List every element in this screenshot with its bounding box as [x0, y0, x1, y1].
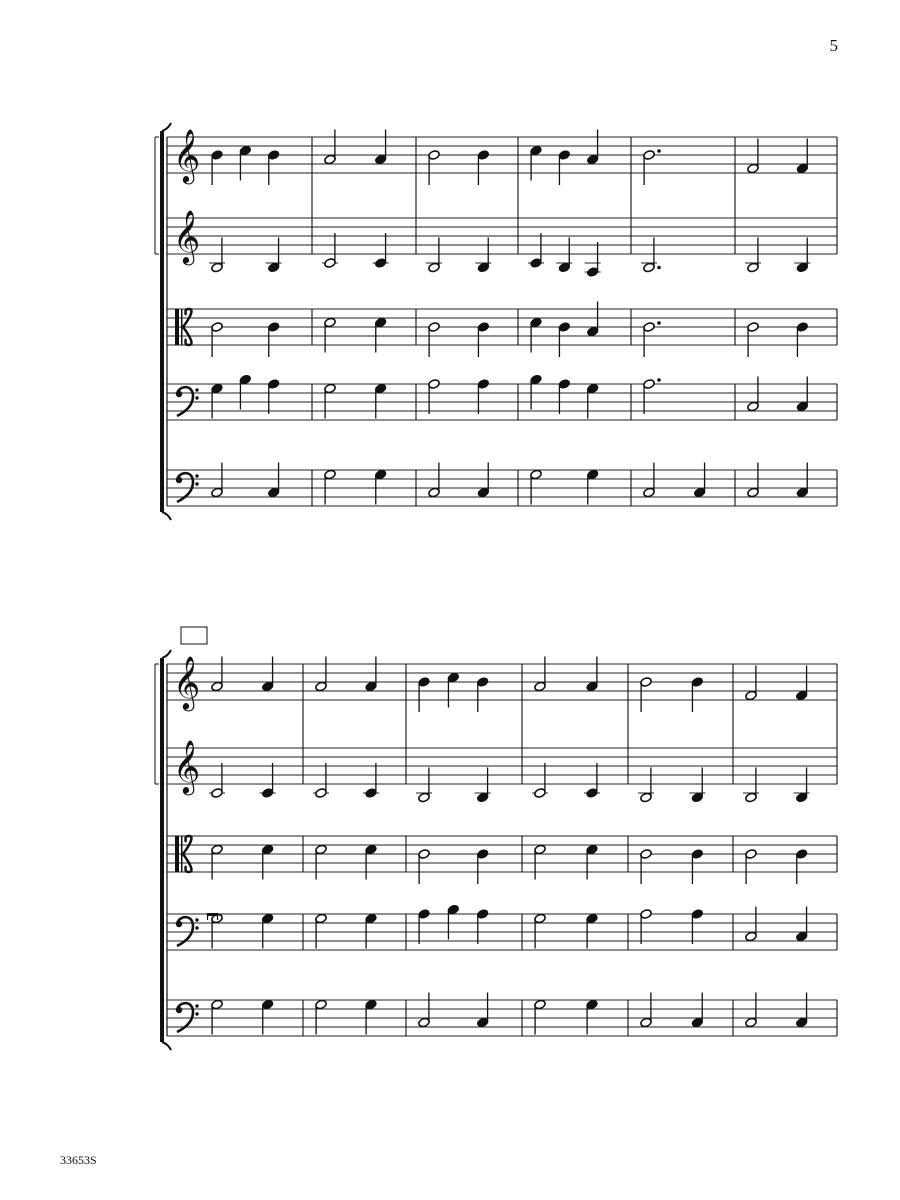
note [447, 672, 460, 707]
note [691, 909, 704, 944]
note [428, 379, 441, 414]
note [211, 150, 224, 185]
note [528, 233, 544, 268]
note [530, 145, 543, 180]
note [534, 999, 547, 1034]
note [211, 844, 224, 879]
note [796, 377, 809, 412]
note [324, 317, 337, 352]
system-bracket [160, 658, 164, 1042]
note [743, 768, 759, 803]
note [267, 322, 280, 357]
note [476, 993, 489, 1028]
note [475, 238, 491, 273]
note [374, 469, 387, 504]
note [239, 145, 252, 180]
note [267, 379, 280, 414]
note [418, 993, 431, 1028]
note [476, 677, 489, 712]
note [796, 139, 809, 174]
note [476, 849, 489, 884]
note [261, 657, 274, 692]
note [211, 322, 224, 357]
note [586, 999, 599, 1034]
note [745, 666, 758, 701]
note [261, 844, 274, 879]
staff-vc [167, 384, 837, 420]
note [476, 909, 489, 944]
note [322, 233, 338, 268]
note [745, 238, 761, 273]
note [315, 844, 328, 879]
note [747, 322, 760, 357]
note [747, 139, 760, 174]
note [418, 677, 431, 712]
rehearsal-mark-box [181, 627, 207, 644]
note [794, 768, 810, 803]
note [267, 150, 280, 185]
note [530, 469, 543, 504]
note [796, 322, 809, 357]
note [209, 763, 225, 798]
note [640, 993, 653, 1028]
note [556, 238, 572, 273]
staff-v2 [167, 218, 837, 254]
note [363, 763, 379, 798]
note [324, 130, 337, 165]
note [209, 238, 225, 273]
note [365, 844, 378, 879]
staff-cb [167, 470, 837, 506]
staff-v1 [167, 664, 837, 700]
note [586, 913, 599, 948]
note [211, 463, 224, 498]
note [584, 763, 600, 798]
note [794, 238, 810, 273]
note [477, 379, 490, 414]
note [477, 150, 490, 185]
note [260, 763, 276, 798]
note [586, 130, 599, 165]
note [585, 242, 601, 277]
note [477, 463, 490, 498]
note [558, 379, 571, 414]
note [558, 322, 571, 357]
system-bracket [160, 131, 164, 512]
staff-v2 [167, 748, 837, 784]
note [693, 463, 706, 498]
note [795, 666, 808, 701]
note [266, 238, 282, 273]
note [374, 317, 387, 352]
note [477, 322, 490, 357]
note [211, 657, 224, 692]
catalog-number: 33653S [60, 1153, 97, 1167]
note [534, 844, 547, 879]
note [586, 657, 599, 692]
note [315, 657, 328, 692]
note [586, 844, 599, 879]
note [795, 907, 808, 942]
note [796, 463, 809, 498]
note [365, 913, 378, 948]
note [447, 904, 460, 939]
treble-clef-icon: 𝄞 [173, 741, 201, 792]
note [261, 999, 274, 1034]
note [324, 469, 337, 504]
note [313, 763, 329, 798]
note [530, 374, 543, 409]
note [530, 317, 543, 352]
system-2 [155, 627, 837, 1050]
note [747, 377, 760, 412]
note [691, 993, 704, 1028]
note [586, 383, 599, 418]
note [643, 463, 656, 498]
note [418, 909, 431, 944]
note [373, 233, 389, 268]
note [324, 383, 337, 418]
treble-clef-icon: 𝄞 [173, 211, 201, 262]
staff-vla [167, 309, 837, 345]
note [428, 150, 441, 185]
note [267, 463, 280, 498]
page-number: 5 [829, 36, 838, 55]
note [586, 469, 599, 504]
note [747, 463, 760, 498]
note [261, 913, 274, 948]
note [426, 238, 442, 273]
note [640, 849, 653, 884]
system-1 [155, 123, 837, 520]
note [365, 999, 378, 1034]
note [428, 322, 441, 357]
note [641, 238, 661, 273]
note [586, 302, 599, 337]
note [428, 463, 441, 498]
note [534, 913, 547, 948]
note [475, 768, 491, 803]
note [795, 849, 808, 884]
note [315, 913, 328, 948]
note [691, 677, 704, 712]
note [211, 999, 224, 1034]
note [315, 999, 328, 1034]
note [374, 383, 387, 418]
note [795, 993, 808, 1028]
treble-clef-icon: 𝄞 [173, 657, 201, 708]
note [374, 130, 387, 165]
note [640, 909, 653, 944]
note [638, 768, 654, 803]
note [745, 993, 758, 1028]
staff-vla [167, 836, 837, 872]
treble-clef-icon: 𝄞 [173, 130, 201, 181]
staff-v1 [167, 137, 837, 173]
note [640, 677, 653, 712]
note [534, 657, 547, 692]
note [416, 768, 432, 803]
note [418, 849, 431, 884]
note [365, 657, 378, 692]
note [689, 768, 705, 803]
note [211, 383, 224, 418]
note [532, 763, 548, 798]
note [745, 907, 758, 942]
note [558, 150, 571, 185]
note [691, 849, 704, 884]
note [239, 374, 252, 409]
note [745, 849, 758, 884]
